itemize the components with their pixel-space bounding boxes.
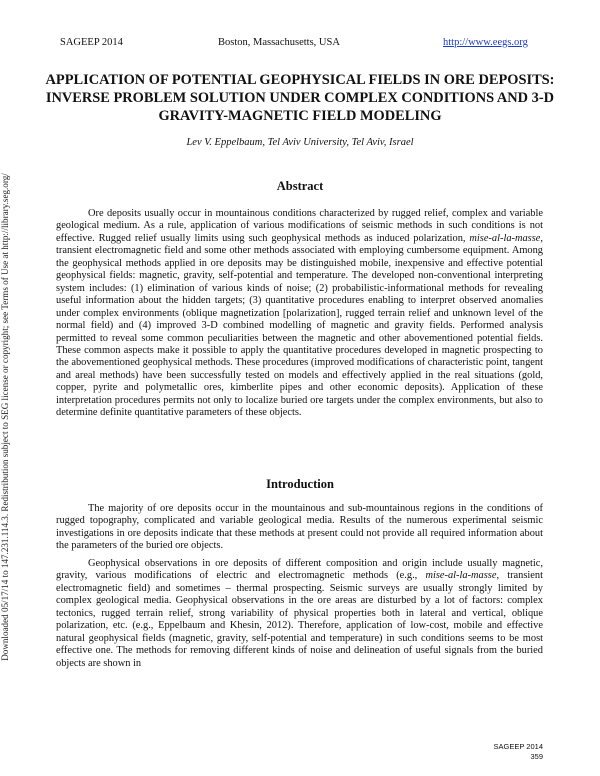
intro-paragraph-1: The majority of ore deposits occur in the mountainous and sub-mountainous regions in the conditions of rugged topography, complicated and variable geological media. Results of the numerous experimental seismic investigations in ore deposits indicate that these methods at present could not provide all required information about the parameters of the buried ore objects. — [56, 503, 543, 552]
author-byline: Lev V. Eppelbaum, Tel Aviv University, Tel Aviv, Israel — [186, 137, 414, 148]
intro-p2-part2: , transient electromagnetic field) and sometimes – thermal prospecting. Seismic surveys are usually strongly limited by complex geological media. Geophysical observations in the ore areas are disturbed by a lot of factors: complex tectonics, rugged terrain relief, strong variability of physical properties both in lateral and vertical, oblique polarization, etc. (e.g., Eppelbaum and Khesin, 2012). Therefore, application of low-cost, mobile and effective natural geophysical fields (magnetic, gravity, self-potential and temperature) in such conditions seems to be most effective one. The methods for removing different kinds of noise and delineation of useful signals from the buried objects are shown in — [56, 570, 543, 669]
abstract-text-part1: Ore deposits usually occur in mountainous conditions characterized by rugged relief, complex and variable geological medium. As a rule, application of various modifications of seismic methods in such conditions is not effective. Rugged relief usually limits using such geophysical methods as induced polarization, — [56, 208, 543, 244]
intro-p2-part1: Geophysical observations in ore deposits of different composition and origin include usually magnetic, gravity, various modifications of electric and electromagnetic methods (e.g., — [56, 558, 543, 582]
download-notice: Downloaded 05/17/14 to 147.231.114.3. Redistribution subject to SEG license or copyright; see Terms of Use at http://library.seg.org/ — [0, 173, 10, 661]
abstract-text-part2: , transient electromagnetic field and some other methods associated with employing cumbersome equipment. Among the geophysical methods applied in ore deposits may be distinguished mobile, inexpensive and effective potential geophysical fields: magnetic, gravity, self-potential and temperature. The developed non-conventional interpreting system includes: (1) elimination of various kinds of noise; (2) probabilistic-informational methods for revealing useful information about the hidden targets; (3) quantitative procedures enabling to interpret observed anomalies under complex environments (oblique magnetization [polarization], rugged terrain relief and unknown level of the normal field) and (4) improved 3-D combined modelling of magnetic and gravity fields. Performed analysis permitted to reveal some common peculiarities between the magnetic and other abovementioned potential fields. These common aspects make it possible to apply the quantitative procedures developed in magnetic prospecting to the abovementioned geophysical methods. These procedures (improved modifications of characteristic point, tangent and areal methods) have been successfully tested on models and effectively applied in the real situations (gold, copper, pyrite and polymetallic ores, kimberlite pipes and other economic deposits). Application of these interpretation procedures permits not only to localize buried ore targets under the complex environments, but also to determine definite quantitative parameters of these objects. — [56, 232, 543, 419]
intro-p2-emphasis: mise-al-la-masse — [425, 570, 497, 582]
introduction-heading: Introduction — [266, 477, 334, 491]
abstract-heading: Abstract — [276, 179, 324, 193]
header-conference: SAGEEP 2014 — [60, 37, 123, 48]
abstract-emphasis: mise-al-la-masse — [469, 232, 541, 244]
header-location: Boston, Massachusetts, USA — [218, 37, 340, 48]
paper-title: APPLICATION OF POTENTIAL GEOPHYSICAL FIELDS IN ORE DEPOSITS: INVERSE PROBLEM SOLUTION UNDER COMPLEX CONDITIONS AND 3-D GRAVITY-MAGNETIC FIELD MODELING — [45, 72, 555, 124]
footer-conference: SAGEEP 2014 — [493, 742, 543, 751]
page-number: 359 — [530, 752, 543, 761]
intro-paragraph-2 — [56, 558, 543, 670]
header-url-link[interactable]: http://www.eegs.org — [443, 37, 528, 48]
abstract-paragraph — [56, 208, 543, 420]
